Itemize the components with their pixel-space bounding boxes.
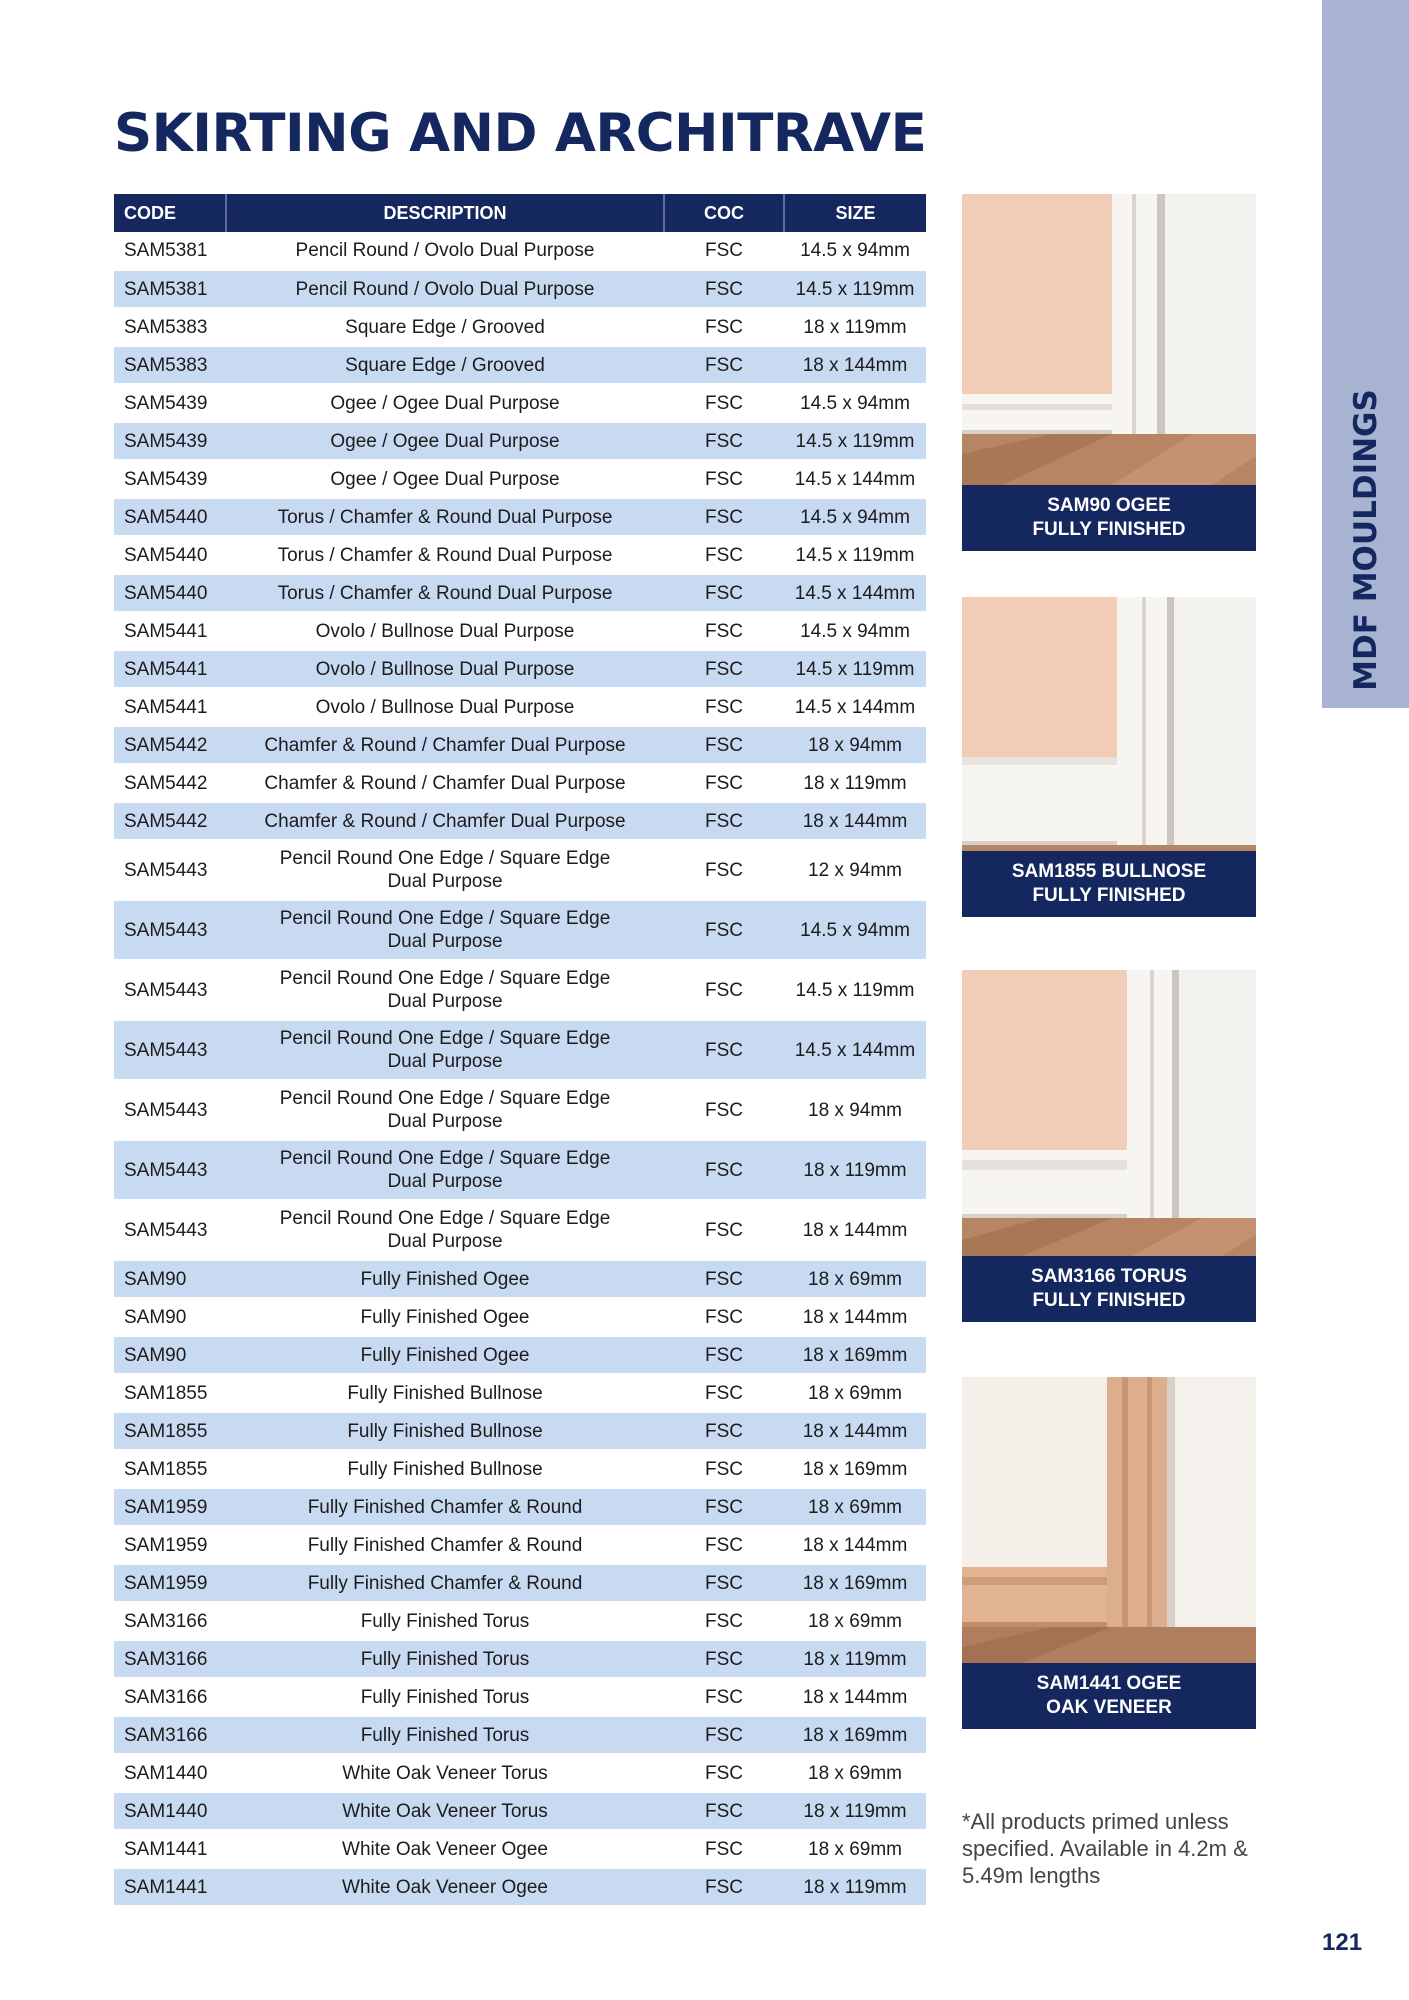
cell-size: 18 x 169mm <box>784 1564 926 1602</box>
description-line: Fully Finished Torus <box>360 1686 530 1708</box>
cell-description <box>226 1140 664 1200</box>
description-line: Fully Finished Bullnose <box>347 1420 543 1442</box>
table-row <box>114 612 926 650</box>
cell-coc: FSC <box>664 1678 784 1716</box>
table-row <box>114 1260 926 1298</box>
description-line-2: Dual Purpose <box>387 931 503 952</box>
cell-description <box>226 498 664 536</box>
description-line: Fully Finished Ogee <box>360 1306 530 1328</box>
header-size: SIZE <box>835 202 876 223</box>
cell-code: SAM3166 <box>114 1678 226 1716</box>
cell-code: SAM5439 <box>114 460 226 498</box>
table-row <box>114 460 926 498</box>
description-line: Fully Finished Torus <box>360 1648 530 1670</box>
description-line: Fully Finished Chamfer & Round <box>307 1572 583 1594</box>
cell-description <box>226 1754 664 1792</box>
cell-size: 18 x 69mm <box>784 1374 926 1412</box>
cell-size: 18 x 144mm <box>784 1298 926 1336</box>
cell-size: 14.5 x 144mm <box>784 688 926 726</box>
table-body <box>114 232 926 1906</box>
cell-size: 18 x 144mm <box>784 1678 926 1716</box>
cell-code: SAM5442 <box>114 802 226 840</box>
description-line: Pencil Round One Edge / Square Edge <box>279 1088 611 1109</box>
cell-coc: FSC <box>664 422 784 460</box>
table-header <box>114 194 926 232</box>
table-row <box>114 1716 926 1754</box>
table-row <box>114 1564 926 1602</box>
cell-description <box>226 1868 664 1906</box>
cell-description <box>226 422 664 460</box>
cell-size: 18 x 69mm <box>784 1602 926 1640</box>
cell-size: 14.5 x 119mm <box>784 650 926 688</box>
description-line: White Oak Veneer Ogee <box>342 1876 548 1898</box>
cell-coc: FSC <box>664 1336 784 1374</box>
cell-coc: FSC <box>664 612 784 650</box>
cell-size: 18 x 119mm <box>784 1140 926 1200</box>
cell-code: SAM5443 <box>114 1020 226 1080</box>
description-line: Torus / Chamfer & Round Dual Purpose <box>277 544 613 566</box>
cell-code: SAM5439 <box>114 422 226 460</box>
cell-coc: FSC <box>664 384 784 422</box>
product-caption-sam90 <box>962 485 1256 551</box>
cell-code: SAM5383 <box>114 308 226 346</box>
table-row <box>114 1140 926 1200</box>
table-row <box>114 1792 926 1830</box>
cell-size: 14.5 x 94mm <box>784 232 926 270</box>
table-row <box>114 1602 926 1640</box>
cell-description <box>226 1526 664 1564</box>
table-row <box>114 1678 926 1716</box>
description-line: Fully Finished Ogee <box>360 1344 530 1366</box>
cell-description <box>226 960 664 1020</box>
cell-description <box>226 650 664 688</box>
product-photo-illustration <box>962 1377 1256 1663</box>
cell-code: SAM3166 <box>114 1640 226 1678</box>
cell-coc: FSC <box>664 1080 784 1140</box>
description-line-2: Dual Purpose <box>387 1111 503 1132</box>
cell-coc: FSC <box>664 1640 784 1678</box>
footnote: *All products primed unless specified. Available in 4.2m & 5.49m lengths <box>962 1809 1248 1888</box>
cell-description <box>226 232 664 270</box>
cell-coc: FSC <box>664 960 784 1020</box>
cell-description <box>226 1564 664 1602</box>
table-row <box>114 1336 926 1374</box>
description-line: Pencil Round One Edge / Square Edge <box>279 848 611 869</box>
product-caption-sam1441 <box>962 1663 1256 1729</box>
cell-code: SAM5381 <box>114 270 226 308</box>
cell-coc: FSC <box>664 346 784 384</box>
table-row <box>114 650 926 688</box>
cell-coc: FSC <box>664 1868 784 1906</box>
cell-description <box>226 1260 664 1298</box>
cell-coc: FSC <box>664 1526 784 1564</box>
cell-description <box>226 460 664 498</box>
cell-code: SAM5441 <box>114 612 226 650</box>
page-number: 121 <box>1322 1929 1363 1956</box>
cell-code: SAM1855 <box>114 1450 226 1488</box>
product-photo-sam1855 <box>962 597 1256 851</box>
cell-description <box>226 764 664 802</box>
cell-coc: FSC <box>664 536 784 574</box>
cell-coc: FSC <box>664 1830 784 1868</box>
product-caption-line2: OAK VENEER <box>1046 1697 1172 1718</box>
cell-code: SAM5443 <box>114 1200 226 1260</box>
cell-size: 12 x 94mm <box>784 840 926 900</box>
cell-size: 14.5 x 144mm <box>784 574 926 612</box>
cell-coc: FSC <box>664 900 784 960</box>
cell-code: SAM90 <box>114 1336 226 1374</box>
cell-description <box>226 1412 664 1450</box>
cell-coc: FSC <box>664 1602 784 1640</box>
product-caption-line2: FULLY FINISHED <box>1032 519 1186 540</box>
cell-code: SAM5443 <box>114 900 226 960</box>
product-card-sam3166 <box>962 970 1256 1322</box>
cell-coc: FSC <box>664 1754 784 1792</box>
cell-description <box>226 384 664 422</box>
cell-coc: FSC <box>664 1450 784 1488</box>
cell-size: 18 x 119mm <box>784 1640 926 1678</box>
product-photo-illustration <box>962 970 1256 1256</box>
product-caption-line1: SAM1441 OGEE <box>1036 1673 1182 1694</box>
product-card-sam90 <box>962 194 1256 551</box>
cell-size: 14.5 x 119mm <box>784 270 926 308</box>
cell-code: SAM1441 <box>114 1868 226 1906</box>
product-photo-sam3166 <box>962 970 1256 1256</box>
table-row <box>114 1868 926 1906</box>
table-row <box>114 764 926 802</box>
cell-code: SAM5383 <box>114 346 226 384</box>
cell-coc: FSC <box>664 726 784 764</box>
header-description: DESCRIPTION <box>226 194 664 232</box>
product-card-sam1855 <box>962 597 1256 917</box>
cell-coc: FSC <box>664 802 784 840</box>
cell-code: SAM5443 <box>114 840 226 900</box>
product-caption-line1: SAM1855 BULLNOSE <box>1011 861 1207 882</box>
description-line: Fully Finished Ogee <box>360 1268 530 1290</box>
cell-size: 18 x 69mm <box>784 1488 926 1526</box>
cell-code: SAM5441 <box>114 650 226 688</box>
cell-description <box>226 1602 664 1640</box>
cell-code: SAM5440 <box>114 574 226 612</box>
description-line: Pencil Round One Edge / Square Edge <box>279 908 611 929</box>
cell-coc: FSC <box>664 498 784 536</box>
product-photo-sam1441 <box>962 1377 1256 1663</box>
header-coc: COC <box>664 194 784 232</box>
table-row <box>114 346 926 384</box>
cell-description <box>226 1488 664 1526</box>
table-row <box>114 960 926 1020</box>
description-line: Ogee / Ogee Dual Purpose <box>330 468 560 490</box>
table-row <box>114 498 926 536</box>
cell-code: SAM5441 <box>114 688 226 726</box>
cell-code: SAM1959 <box>114 1564 226 1602</box>
description-line-2: Dual Purpose <box>387 1231 503 1252</box>
cell-description <box>226 726 664 764</box>
cell-code: SAM3166 <box>114 1716 226 1754</box>
table-row <box>114 1754 926 1792</box>
description-line: Pencil Round One Edge / Square Edge <box>279 1148 611 1169</box>
product-caption-line2: FULLY FINISHED <box>1032 1290 1186 1311</box>
cell-size: 14.5 x 94mm <box>784 900 926 960</box>
cell-size: 18 x 144mm <box>784 1200 926 1260</box>
table-row <box>114 900 926 960</box>
table-row <box>114 232 926 270</box>
cell-coc: FSC <box>664 1374 784 1412</box>
cell-code: SAM5440 <box>114 498 226 536</box>
cell-code: SAM5443 <box>114 960 226 1020</box>
cell-coc: FSC <box>664 1020 784 1080</box>
table-row <box>114 574 926 612</box>
cell-description <box>226 346 664 384</box>
description-line-2: Dual Purpose <box>387 1171 503 1192</box>
cell-size: 18 x 69mm <box>784 1260 926 1298</box>
description-line-2: Dual Purpose <box>387 1051 503 1072</box>
cell-description <box>226 1716 664 1754</box>
cell-coc: FSC <box>664 1716 784 1754</box>
cell-description <box>226 308 664 346</box>
table-row <box>114 308 926 346</box>
cell-coc: FSC <box>664 1260 784 1298</box>
cell-code: SAM5381 <box>114 232 226 270</box>
table-row <box>114 1830 926 1868</box>
table-row <box>114 384 926 422</box>
table-row <box>114 1488 926 1526</box>
table-row <box>114 1640 926 1678</box>
cell-coc: FSC <box>664 574 784 612</box>
table-row <box>114 802 926 840</box>
table-row <box>114 1526 926 1564</box>
description-line: Chamfer & Round / Chamfer Dual Purpose <box>264 810 626 832</box>
cell-size: 18 x 94mm <box>784 726 926 764</box>
cell-size: 18 x 144mm <box>784 346 926 384</box>
description-line: Square Edge / Grooved <box>345 316 545 338</box>
cell-code: SAM1441 <box>114 1830 226 1868</box>
table-row <box>114 422 926 460</box>
cell-coc: FSC <box>664 650 784 688</box>
cell-coc: FSC <box>664 308 784 346</box>
cell-coc: FSC <box>664 688 784 726</box>
cell-description <box>226 1336 664 1374</box>
cell-description <box>226 1830 664 1868</box>
cell-size: 14.5 x 144mm <box>784 460 926 498</box>
cell-description <box>226 574 664 612</box>
table-row <box>114 1374 926 1412</box>
description-line: Fully Finished Chamfer & Round <box>307 1534 583 1556</box>
cell-size: 18 x 169mm <box>784 1450 926 1488</box>
cell-size: 18 x 69mm <box>784 1830 926 1868</box>
table-row <box>114 1020 926 1080</box>
cell-code: SAM1440 <box>114 1754 226 1792</box>
cell-coc: FSC <box>664 1488 784 1526</box>
cell-code: SAM5443 <box>114 1140 226 1200</box>
cell-size: 18 x 119mm <box>784 764 926 802</box>
table-header-row <box>114 194 926 232</box>
cell-size: 14.5 x 94mm <box>784 384 926 422</box>
cell-description <box>226 1080 664 1140</box>
description-line: Chamfer & Round / Chamfer Dual Purpose <box>264 734 626 756</box>
cell-size: 14.5 x 94mm <box>784 612 926 650</box>
description-line: Pencil Round One Edge / Square Edge <box>279 1208 611 1229</box>
cell-description <box>226 802 664 840</box>
cell-code: SAM3166 <box>114 1602 226 1640</box>
description-line: Fully Finished Torus <box>360 1610 530 1632</box>
cell-size: 18 x 144mm <box>784 1526 926 1564</box>
cell-description <box>226 1640 664 1678</box>
cell-code: SAM5442 <box>114 764 226 802</box>
cell-code: SAM1855 <box>114 1412 226 1450</box>
description-line: Ogee / Ogee Dual Purpose <box>330 430 560 452</box>
cell-description <box>226 1792 664 1830</box>
cell-code: SAM5440 <box>114 536 226 574</box>
table-row <box>114 840 926 900</box>
product-caption-sam3166 <box>962 1256 1256 1322</box>
product-caption-line1: SAM90 OGEE <box>1047 495 1171 516</box>
cell-coc: FSC <box>664 1412 784 1450</box>
description-line: Pencil Round / Ovolo Dual Purpose <box>295 278 595 300</box>
cell-coc: FSC <box>664 1140 784 1200</box>
cell-description <box>226 840 664 900</box>
cell-coc: FSC <box>664 460 784 498</box>
page-title: SKIRTING AND ARCHITRAVE <box>114 103 927 164</box>
description-line: White Oak Veneer Ogee <box>342 1838 548 1860</box>
cell-size: 18 x 119mm <box>784 1792 926 1830</box>
cell-code: SAM1959 <box>114 1526 226 1564</box>
cell-code: SAM5443 <box>114 1080 226 1140</box>
table-row <box>114 1080 926 1140</box>
cell-size: 14.5 x 119mm <box>784 536 926 574</box>
cell-size: 18 x 169mm <box>784 1336 926 1374</box>
table-row <box>114 688 926 726</box>
cell-size: 18 x 69mm <box>784 1754 926 1792</box>
description-line: Fully Finished Bullnose <box>347 1458 543 1480</box>
description-line: White Oak Veneer Torus <box>342 1762 548 1784</box>
cell-code: SAM5439 <box>114 384 226 422</box>
cell-coc: FSC <box>664 1200 784 1260</box>
description-line: Torus / Chamfer & Round Dual Purpose <box>277 582 613 604</box>
cell-coc: FSC <box>664 1792 784 1830</box>
table-row <box>114 1450 926 1488</box>
cell-description <box>226 900 664 960</box>
cell-description <box>226 536 664 574</box>
cell-description <box>226 612 664 650</box>
cell-code: SAM1855 <box>114 1374 226 1412</box>
cell-code: SAM1959 <box>114 1488 226 1526</box>
product-photo-illustration <box>962 597 1256 851</box>
description-line: Chamfer & Round / Chamfer Dual Purpose <box>264 772 626 794</box>
product-caption-sam1855 <box>962 851 1256 917</box>
cell-description <box>226 1678 664 1716</box>
table-row <box>114 726 926 764</box>
table-row <box>114 1298 926 1336</box>
description-line-2: Dual Purpose <box>387 871 503 892</box>
cell-coc: FSC <box>664 840 784 900</box>
description-line: Ovolo / Bullnose Dual Purpose <box>315 658 575 680</box>
cell-size: 18 x 144mm <box>784 1412 926 1450</box>
cell-description <box>226 1020 664 1080</box>
product-caption-line1: SAM3166 TORUS <box>1031 1266 1187 1287</box>
cell-size: 14.5 x 94mm <box>784 498 926 536</box>
cell-coc: FSC <box>664 1564 784 1602</box>
header-code: CODE <box>114 194 226 232</box>
description-line: Torus / Chamfer & Round Dual Purpose <box>277 506 613 528</box>
description-line: Fully Finished Chamfer & Round <box>307 1496 583 1518</box>
description-line: Fully Finished Torus <box>360 1724 530 1746</box>
cell-code: SAM5442 <box>114 726 226 764</box>
cell-size: 18 x 119mm <box>784 308 926 346</box>
cell-size: 18 x 119mm <box>784 1868 926 1906</box>
product-photo-illustration <box>962 194 1256 485</box>
description-line: White Oak Veneer Torus <box>342 1800 548 1822</box>
cell-size: 18 x 94mm <box>784 1080 926 1140</box>
cell-size: 18 x 144mm <box>784 802 926 840</box>
cell-code: SAM1440 <box>114 1792 226 1830</box>
cell-description <box>226 1450 664 1488</box>
cell-description <box>226 1374 664 1412</box>
cell-description <box>226 1298 664 1336</box>
description-line: Ovolo / Bullnose Dual Purpose <box>315 620 575 642</box>
product-photo-sam90 <box>962 194 1256 485</box>
description-line: Ovolo / Bullnose Dual Purpose <box>315 696 575 718</box>
cell-code: SAM90 <box>114 1260 226 1298</box>
description-line: Square Edge / Grooved <box>345 354 545 376</box>
cell-coc: FSC <box>664 764 784 802</box>
table-row <box>114 536 926 574</box>
product-table <box>114 194 926 1907</box>
description-line: Pencil Round / Ovolo Dual Purpose <box>295 240 595 261</box>
cell-coc: FSC <box>664 232 784 270</box>
description-line: Fully Finished Bullnose <box>347 1382 543 1404</box>
cell-coc: FSC <box>664 270 784 308</box>
cell-size: 14.5 x 144mm <box>784 1020 926 1080</box>
cell-size: 14.5 x 119mm <box>784 422 926 460</box>
description-line: Ogee / Ogee Dual Purpose <box>330 392 560 414</box>
description-line: Pencil Round One Edge / Square Edge <box>279 968 611 989</box>
cell-size: 14.5 x 119mm <box>784 960 926 1020</box>
product-caption-line2: FULLY FINISHED <box>1032 885 1186 906</box>
table-row <box>114 270 926 308</box>
cell-description <box>226 688 664 726</box>
cell-description <box>226 270 664 308</box>
cell-size: 18 x 169mm <box>784 1716 926 1754</box>
cell-coc: FSC <box>664 1298 784 1336</box>
description-line-2: Dual Purpose <box>387 991 503 1012</box>
cell-description <box>226 1200 664 1260</box>
cell-code: SAM90 <box>114 1298 226 1336</box>
section-side-tab-label: MDF MOULDINGS <box>1348 389 1384 691</box>
table-row <box>114 1200 926 1260</box>
description-line: Pencil Round One Edge / Square Edge <box>279 1028 611 1049</box>
product-card-sam1441 <box>962 1377 1256 1729</box>
table-row <box>114 1412 926 1450</box>
